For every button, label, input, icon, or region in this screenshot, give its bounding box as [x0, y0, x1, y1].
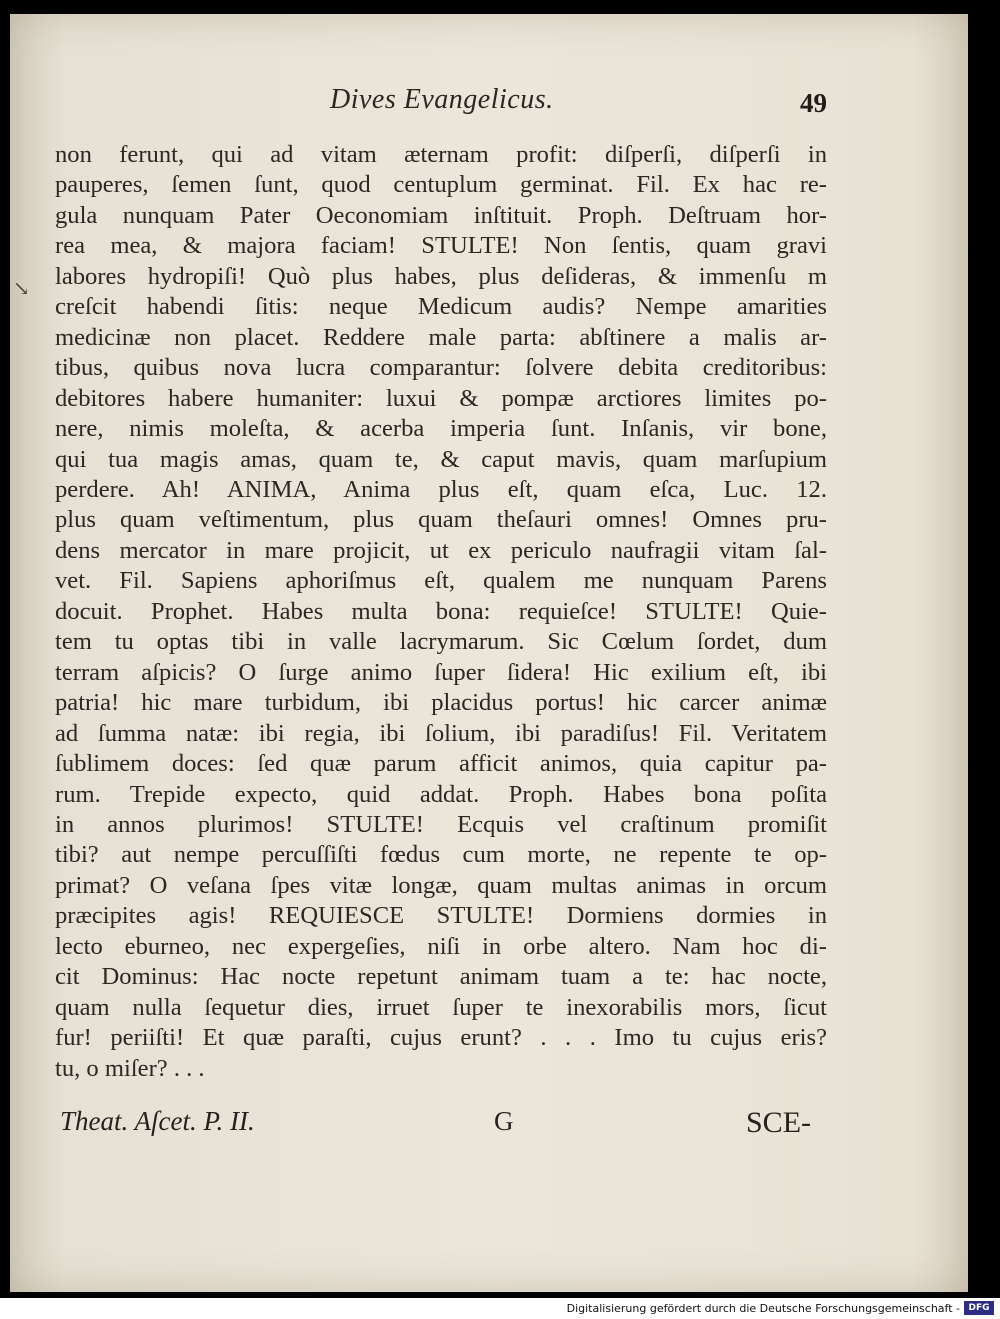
text-line: tibi? aut nempe percuſſiſti fœdus cum morte, ne repente te op- [55, 841, 827, 869]
text-line: tibus, quibus nova lucra comparantur: ſolvere debita creditoribus: [55, 354, 827, 382]
text-line: gula nunquam Pater Oeconomiam inſtituit. Proph. Deſtruam hor- [55, 201, 827, 229]
dfg-logo-icon: DFG [964, 1301, 994, 1315]
text-line: nere, nimis moleſta, & acerba imperia ſunt. Inſanis, vir bone, [55, 415, 827, 443]
book-page [10, 14, 968, 1292]
text-line: primat? O veſana ſpes vitæ longæ, quam multas animas in orcum [55, 871, 827, 899]
text-line: vet. Fil. Sapiens aphoriſmus eſt, qualem me nunquam Parens [55, 567, 827, 595]
text-line: qui tua magis amas, quam te, & caput mavis, quam marſupium [55, 445, 827, 473]
text-line: patria! hic mare turbidum, ibi placidus portus! hic carcer animæ [55, 689, 827, 717]
text-line: cit Dominus: Hac nocte repetunt animam tuam a te: hac nocte, [55, 963, 827, 991]
text-line: plus quam veſtimentum, plus quam theſauri omnes! Omnes pru- [55, 506, 827, 534]
text-line: non ferunt, qui ad vitam æternam profit: diſperſi, diſperſi in [55, 141, 827, 168]
text-line: tem tu optas tibi in valle lacrymarum. Sic Cœlum ſordet, dum [55, 628, 827, 656]
text-line: lecto eburneo, nec expergeſies, niſi in orbe altero. Nam hoc di- [55, 932, 827, 960]
gathering-letter: G [494, 1106, 514, 1136]
text-line: quam nulla ſequetur dies, irruet ſuper te inexorabilis mors, ſicut [55, 993, 827, 1021]
text-line: pauperes, ſemen ſunt, quod centuplum germinat. Fil. Ex hac re- [55, 171, 827, 199]
text-line: ſublimem doces: ſed quæ parum afficit animos, quia capitur pa- [55, 750, 827, 778]
text-line: terram aſpicis? O ſurge animo ſuper ſidera! Hic exilium eſt, ibi [55, 658, 827, 686]
text-line: dens mercator in mare projicit, ut ex periculo naufragii vitam ſal- [55, 536, 827, 564]
text-line: in annos plurimos! STULTE! Ecquis vel craſtinum promiſit [55, 810, 827, 838]
text-line: debitores habere humaniter: luxui & pompæ arctiores limites po- [55, 384, 827, 412]
text-line: medicinæ non placet. Reddere male parta: abſtinere a malis ar- [55, 323, 827, 351]
text-line: perdere. Ah! ANIMA, Anima plus eſt, quam eſca, Luc. 12. [55, 475, 827, 503]
text-line: rum. Trepide expecto, quid addat. Proph. Habes bona poſita [55, 780, 827, 808]
text-line: labores hydropiſi! Quò plus habes, plus deſideras, & immenſu m [55, 262, 827, 290]
text-line: tu, o miſer? . . . [55, 1054, 205, 1082]
credit-bar [0, 1298, 1000, 1319]
body-text [55, 140, 827, 1084]
text-line: rea mea, & majora faciam! STULTE! Non ſentis, quam gravi [55, 232, 827, 260]
text-line: ad ſumma natæ: ibi regia, ibi ſolium, ibi paradiſus! Fil. Veritatem [55, 719, 827, 747]
text-line: præcipites agis! REQUIESCE STULTE! Dormiens dormies in [55, 902, 827, 930]
text-line: docuit. Prophet. Habes multa bona: requieſce! STULTE! Quie- [55, 597, 827, 625]
text-line: creſcit habendi ſitis: neque Medicum audis? Nempe amarities [55, 293, 827, 321]
text-line: fur! periiſti! Et quæ paraſti, cujus erunt? . . . Imo tu cujus eris? [55, 1024, 827, 1052]
signature-mark: Theat. Aſcet. P. II. [60, 1106, 255, 1136]
catchword: SCE- [746, 1106, 812, 1139]
funding-credit: Digitalisierung gefördert durch die Deutsche Forschungsgemeinschaft - [566, 1302, 960, 1315]
margin-mark: ↘ [13, 278, 30, 300]
running-head: Dives Evangelicus. [330, 84, 554, 115]
page-number: 49 [800, 88, 827, 118]
